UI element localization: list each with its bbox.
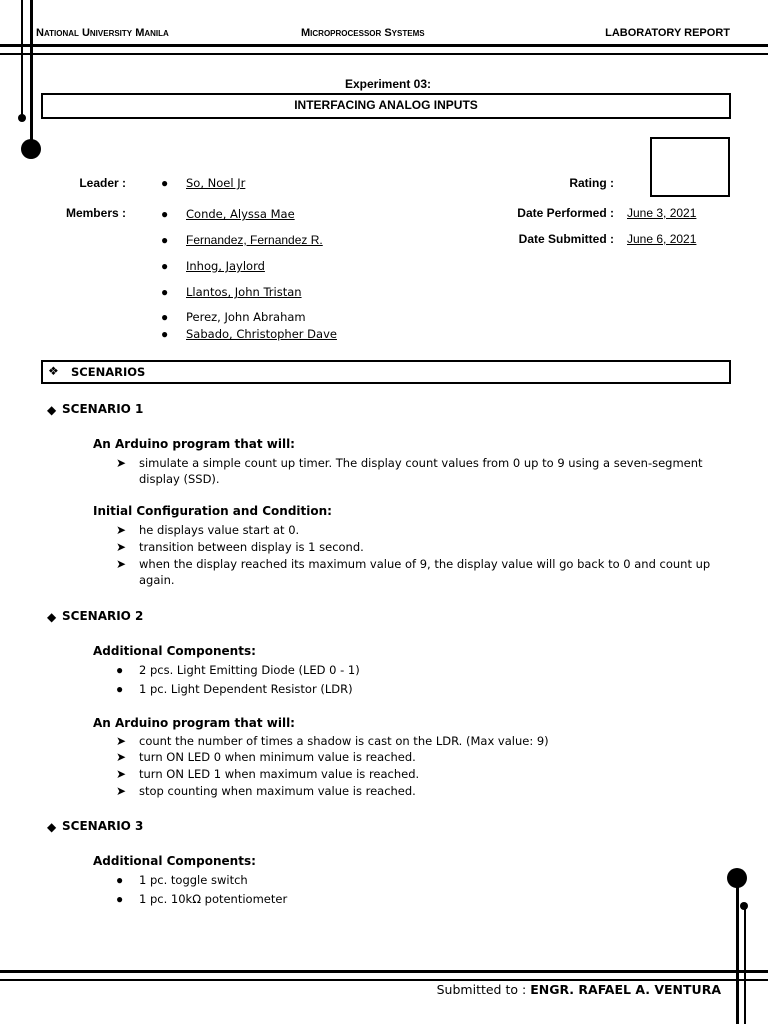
scenario3-component: 1 pc. toggle switch bbox=[139, 873, 248, 887]
top-rule-thick bbox=[0, 44, 768, 47]
header-university: National University Manila bbox=[36, 27, 169, 39]
diamond-icon: ◆ bbox=[47, 403, 57, 417]
member-bullet: ● bbox=[161, 310, 169, 324]
date-submitted-value: June 6, 2021 bbox=[627, 232, 697, 246]
right-vertical-rule-1 bbox=[736, 878, 739, 1024]
scenario2-component: 1 pc. Light Dependent Resistor (LDR) bbox=[139, 682, 353, 696]
diamond-bullet-icon: ❖ bbox=[48, 364, 59, 378]
leader-name: So, Noel Jr bbox=[186, 176, 246, 190]
arrow-bullet-icon: ➤ bbox=[116, 784, 127, 798]
header-report-type: LABORATORY REPORT bbox=[605, 27, 730, 39]
member-name: Conde, Alyssa Mae bbox=[186, 207, 295, 221]
submitted-to-name: ENGR. RAFAEL A. VENTURA bbox=[530, 982, 721, 997]
scenario3-title: SCENARIO 3 bbox=[62, 819, 144, 833]
member-name: Sabado, Christopher Dave bbox=[186, 327, 337, 341]
bottom-rule-thin bbox=[0, 979, 768, 981]
date-performed-value: June 3, 2021 bbox=[627, 206, 697, 220]
right-large-dot bbox=[727, 868, 747, 888]
member-bullet: ● bbox=[161, 233, 169, 247]
scenario1-config-heading: Initial Configuration and Condition: bbox=[93, 504, 332, 518]
arrow-bullet-icon: ➤ bbox=[116, 734, 127, 748]
member-bullet: ● bbox=[161, 285, 169, 299]
members-label: Members : bbox=[65, 206, 126, 220]
scenarios-title: SCENARIOS bbox=[71, 365, 146, 379]
bottom-rule-thick bbox=[0, 970, 768, 973]
scenario2-components-heading: Additional Components: bbox=[93, 644, 256, 658]
left-small-dot bbox=[18, 114, 26, 122]
component-bullet: ● bbox=[116, 682, 124, 696]
diamond-icon: ◆ bbox=[47, 610, 57, 624]
scenario2-program-item: turn ON LED 1 when maximum value is reached. bbox=[139, 767, 420, 781]
rating-label: Rating : bbox=[569, 176, 614, 190]
footer-submitted-to bbox=[437, 982, 721, 997]
scenario1-title: SCENARIO 1 bbox=[62, 402, 144, 416]
submitted-to-label: Submitted to : bbox=[436, 982, 527, 997]
arrow-bullet-icon: ➤ bbox=[116, 523, 127, 537]
component-bullet: ● bbox=[116, 663, 124, 677]
member-bullet: ● bbox=[161, 327, 169, 341]
scenario2-program-item: stop counting when maximum value is reached. bbox=[139, 784, 416, 798]
arrow-bullet-icon: ➤ bbox=[116, 767, 127, 781]
scenario1-config-item: transition between display is 1 second. bbox=[139, 540, 364, 554]
diamond-icon: ◆ bbox=[47, 820, 57, 834]
scenarios-header-box bbox=[41, 360, 731, 384]
right-vertical-rule-2 bbox=[744, 906, 746, 1024]
member-bullet: ● bbox=[161, 259, 169, 273]
component-bullet: ● bbox=[116, 892, 124, 906]
scenario2-title: SCENARIO 2 bbox=[62, 609, 144, 623]
leader-label: Leader : bbox=[79, 176, 126, 190]
member-name: Perez, John Abraham bbox=[186, 310, 306, 324]
scenario2-program-item: count the number of times a shadow is cast on the LDR. (Max value: 9) bbox=[139, 734, 549, 748]
left-vertical-rule-1 bbox=[21, 0, 23, 120]
scenario1-program-heading: An Arduino program that will: bbox=[93, 437, 295, 451]
rating-box bbox=[650, 137, 730, 197]
scenario1-program-item: simulate a simple count up timer. The display count values from 0 up to 9 using a seven-segment display (SSD). bbox=[139, 456, 703, 486]
scenario3-components-heading: Additional Components: bbox=[93, 854, 256, 868]
component-bullet: ● bbox=[116, 873, 124, 887]
scenario2-program-item: turn ON LED 0 when minimum value is reached. bbox=[139, 750, 416, 764]
scenario1-config-item: when the display reached its maximum value of 9, the display value will go back to 0 and count up again. bbox=[139, 557, 711, 587]
member-name: Inhog, Jaylord bbox=[186, 259, 265, 273]
scenario2-component: 2 pcs. Light Emitting Diode (LED 0 - 1) bbox=[139, 663, 360, 677]
arrow-bullet-icon: ➤ bbox=[116, 456, 127, 470]
left-vertical-rule-2 bbox=[30, 0, 33, 148]
leader-bullet: ● bbox=[161, 176, 169, 190]
member-name: Fernandez, Fernandez R. bbox=[186, 233, 323, 247]
header-course: Microprocessor Systems bbox=[301, 27, 425, 39]
top-rule-thin bbox=[0, 53, 768, 55]
scenario1-config-item: he displays value start at 0. bbox=[139, 523, 300, 537]
left-large-dot bbox=[21, 139, 41, 159]
member-bullet: ● bbox=[161, 207, 169, 221]
experiment-number: Experiment 03: bbox=[344, 77, 432, 91]
date-submitted-label: Date Submitted : bbox=[518, 232, 614, 246]
arrow-bullet-icon: ➤ bbox=[116, 557, 127, 571]
arrow-bullet-icon: ➤ bbox=[116, 540, 127, 554]
experiment-title-box bbox=[41, 93, 731, 119]
right-small-dot bbox=[740, 902, 748, 910]
scenario2-program-heading: An Arduino program that will: bbox=[93, 716, 295, 730]
scenario3-component: 1 pc. 10kΩ potentiometer bbox=[139, 892, 288, 906]
arrow-bullet-icon: ➤ bbox=[116, 750, 127, 764]
member-name: Llantos, John Tristan bbox=[186, 285, 302, 299]
experiment-title: INTERFACING ANALOG INPUTS bbox=[294, 98, 478, 112]
date-performed-label: Date Performed : bbox=[517, 206, 614, 220]
